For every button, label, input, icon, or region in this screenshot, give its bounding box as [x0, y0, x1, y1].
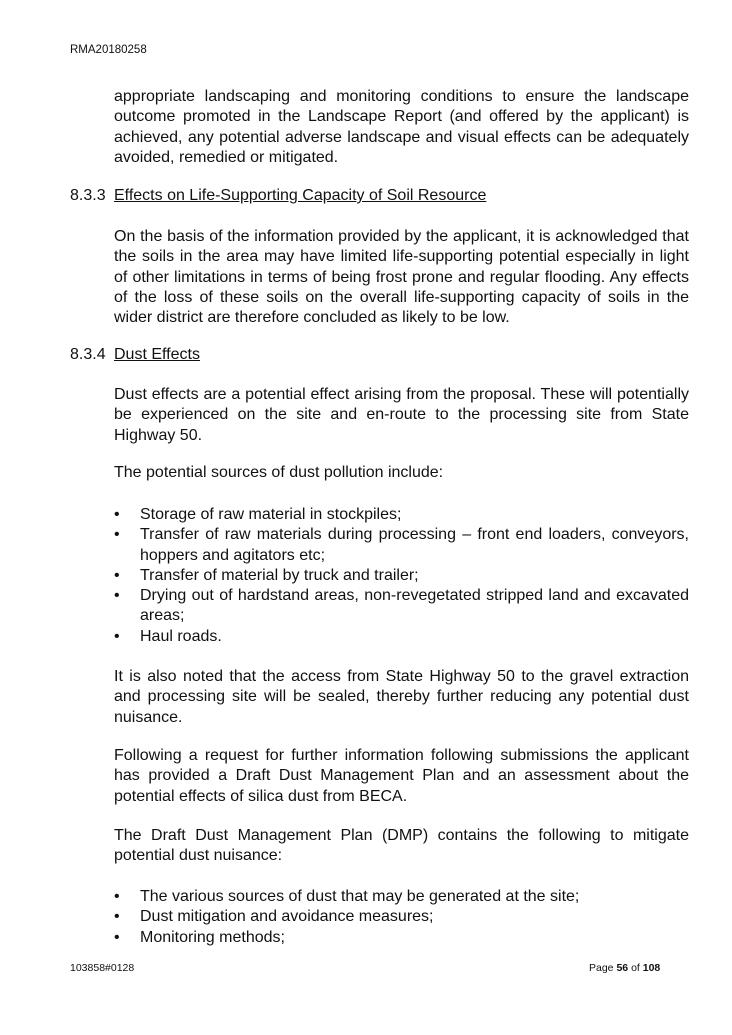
list-item: • Transfer of raw materials during processing – front end loaders, conveyors, hoppers and agitators etc; — [114, 526, 689, 564]
bullet-icon: • — [114, 928, 120, 946]
dmp-contents-list — [114, 887, 689, 948]
paragraph-dust-effects-intro: Dust effects are a potential effect arising from the proposal. These will potentially be experienced on the site and en-route to the processing site from State Highway 50. — [114, 386, 689, 444]
paragraph-sealed-access: It is also noted that the access from State Highway 50 to the gravel extraction and processing site will be sealed, thereby further reducing any potential dust nuisance. — [114, 668, 689, 726]
list-item: • Haul roads. — [114, 627, 689, 647]
footer-reference: 103858#0128 — [70, 962, 135, 974]
list-item: • Drying out of hardstand areas, non-revegetated stripped land and excavated areas; — [114, 587, 689, 625]
bullet-icon: • — [114, 627, 120, 645]
list-item: • The various sources of dust that may be generated at the site; — [114, 887, 689, 907]
section-title: Effects on Life-Supporting Capacity of Soil Resource — [114, 187, 487, 204]
bullet-icon: • — [114, 566, 120, 584]
paragraph-dust-sources-intro: The potential sources of dust pollution include: — [114, 464, 444, 481]
section-number: 8.3.3 — [70, 187, 106, 204]
dust-sources-list — [114, 505, 689, 647]
section-heading-8-3-4 — [70, 345, 200, 365]
list-item: • Transfer of material by truck and trailer; — [114, 566, 689, 586]
total-pages: 108 — [642, 962, 661, 974]
paragraph-soil-resource: On the basis of the information provided by the applicant, it is acknowledged that the soils in the area may have limited life-supporting potential especially in light of other limitations in terms of being frost prone and regular flooding. Any effects of the loss of these soils on the overall life-supporting capacity of soils in the wider district are therefore concluded as likely to be low. — [114, 228, 689, 327]
list-item: • Dust mitigation and avoidance measures; — [114, 907, 689, 927]
bullet-icon: • — [114, 888, 120, 905]
current-page: 56 — [616, 962, 629, 974]
bullet-icon: • — [114, 506, 120, 523]
paragraph-dmp-intro: The Draft Dust Management Plan (DMP) contains the following to mitigate potential dust nuisance: — [114, 827, 689, 865]
list-item: • Monitoring methods; — [114, 928, 689, 948]
bullet-icon: • — [114, 587, 120, 605]
section-title: Dust Effects — [114, 346, 200, 363]
list-item: • Storage of raw material in stockpiles; — [114, 505, 689, 525]
page-number: Page 56 of 108 — [589, 962, 661, 974]
document-id-header: RMA20180258 — [70, 44, 147, 56]
paragraph-further-information: Following a request for further information following submissions the applicant has provided a Draft Dust Management Plan and an assessment about the potential effects of silica dust from BECA. — [114, 747, 689, 805]
bullet-icon: • — [114, 908, 120, 926]
bullet-icon: • — [114, 526, 120, 544]
section-number: 8.3.4 — [70, 346, 106, 363]
paragraph-landscape-conclusion: appropriate landscaping and monitoring conditions to ensure the landscape outcome promoted in the Landscape Report (and offered by the applicant) is achieved, any potential adverse landscape and visual effects can be adequately avoided, remedied or mitigated. — [114, 88, 689, 166]
section-heading-8-3-3 — [70, 186, 486, 206]
